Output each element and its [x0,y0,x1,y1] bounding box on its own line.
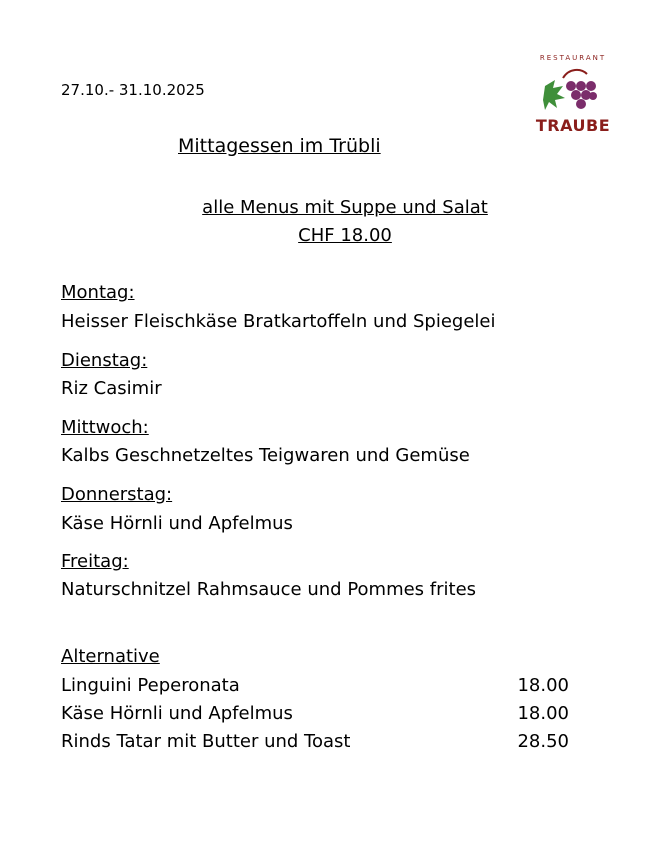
dish-monday: Heisser Fleischkäse Bratkartoffeln und Spiegelei [61,311,496,332]
menu-price: CHF 18.00 [298,225,392,246]
alternative-price: 28.50 [517,731,569,752]
day-label-friday: Freitag: [61,551,129,572]
list-item [61,675,569,696]
dish-thursday: Käse Hörnli und Apfelmus [61,513,293,534]
page-title: Mittagessen im Trübli [178,135,381,157]
day-label-monday: Montag: [61,282,135,303]
logo-name: TRAUBE [535,116,611,135]
day-label-tuesday: Dienstag: [61,350,148,371]
alternative-price: 18.00 [517,675,569,696]
list-item [61,731,569,752]
dish-friday: Naturschnitzel Rahmsauce und Pommes frites [61,579,477,600]
alternative-dish: Linguini Peperonata [61,675,240,696]
grape-icon [541,66,605,116]
day-label-thursday: Donnerstag: [61,484,173,505]
alternative-dish: Käse Hörnli und Apfelmus [61,703,293,724]
day-label-wednesday: Mittwoch: [61,417,149,438]
menu-subtitle: alle Menus mit Suppe und Salat [202,197,488,218]
alternative-dish: Rinds Tatar mit Butter und Toast [61,731,351,752]
alternative-heading: Alternative [61,646,160,667]
dish-wednesday: Kalbs Geschnetzeltes Teigwaren und Gemüse [61,445,470,466]
alternative-price: 18.00 [517,703,569,724]
list-item [61,703,569,724]
date-range: 27.10.- 31.10.2025 [61,81,205,99]
dish-tuesday: Riz Casimir [61,378,162,399]
logo-top-text: RESTAURANT [539,54,607,62]
restaurant-logo [527,54,619,138]
